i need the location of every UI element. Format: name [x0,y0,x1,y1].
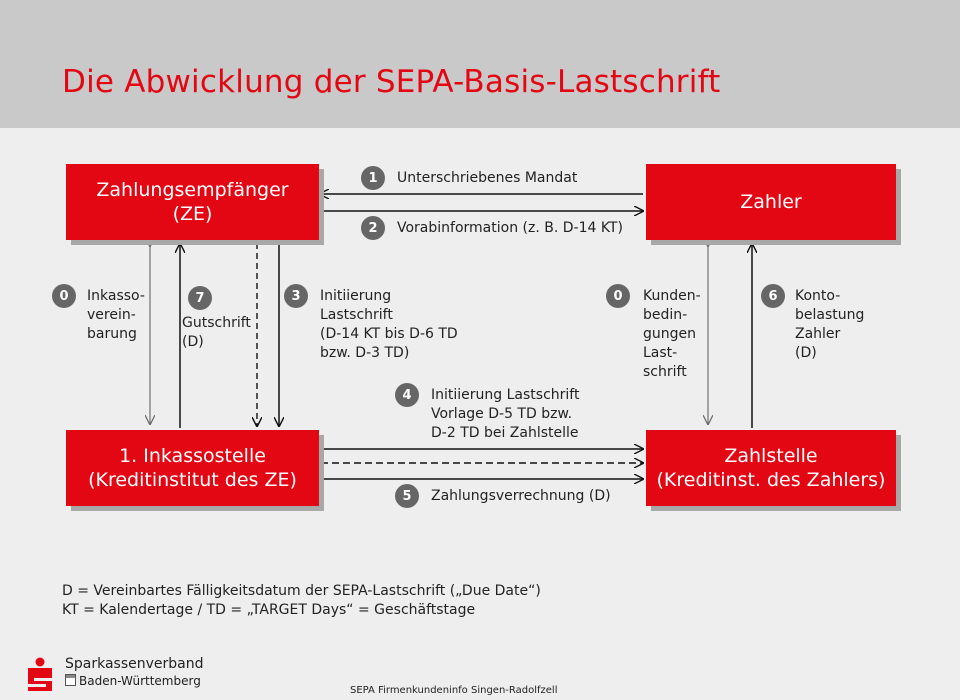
step-badge-5: 5 [395,484,419,508]
sparkasse-logo-icon [24,656,56,694]
step-label-kundenbedingungen: Kunden- bedin- gungen Last- schrift [643,288,701,380]
legend-target-days: KT = Kalendertage / TD = „TARGET Days“ = Geschäftstage [62,602,476,618]
step-label-kontobelastung: Konto- belastung Zahler (D) [795,288,865,361]
box-ze-line1: Zahlungsempfänger [96,179,289,201]
box-zahler [646,164,896,240]
step-badge-4: 4 [395,383,419,407]
step-label-mandat: Unterschriebenes Mandat [397,170,578,186]
org-region [65,674,201,688]
step-label-vorabinformation: Vorabinformation (z. B. D-14 KT) [397,220,623,236]
box-ze-line2: (ZE) [172,203,213,225]
step-badge-2: 2 [361,216,385,240]
box-inkasso-line1: 1. Inkassostelle [119,445,266,467]
step-badge-0-left: 0 [52,284,76,308]
step-label-initiierung-2: Initiierung Lastschrift Vorlage D-5 TD bzw. D-2 TD bei Zahlstelle [431,387,580,441]
box-zahlstelle-line2: (Kreditinst. des Zahlers) [656,469,886,491]
coat-of-arms-icon [65,674,76,686]
org-name: Sparkassenverband [65,656,204,672]
step-label-inkassovereinbarung: Inkasso- verein- barung [87,288,145,342]
page-title: Die Abwicklung der SEPA-Basis-Lastschrift [62,64,721,100]
step-badge-7: 7 [188,286,212,310]
step-badge-3: 3 [284,284,308,308]
step-badge-0-right: 0 [606,284,630,308]
step-label-initiierung-1: Initiierung Lastschrift (D-14 KT bis D-6 TD bzw. D-3 TD) [320,288,458,361]
box-inkassostelle [66,430,319,506]
box-zahlstelle [646,430,896,506]
org-region-text: Baden-Württemberg [79,674,201,688]
box-zahlstelle-line1: Zahlstelle [724,445,818,467]
footer-caption: SEPA Firmenkundeninfo Singen-Radolfzell [350,685,558,696]
box-zahlungsempfaenger [66,164,319,240]
step-badge-6: 6 [761,284,785,308]
box-zahler-line1: Zahler [740,191,802,213]
step-label-gutschrift: Gutschrift (D) [182,315,251,350]
legend-due-date: D = Vereinbartes Fälligkeitsdatum der SEPA-Lastschrift („Due Date“) [62,583,541,599]
box-inkasso-line2: (Kreditinstitut des ZE) [88,469,297,491]
step-badge-1: 1 [361,166,385,190]
step-label-zahlungsverrechnung: Zahlungsverrechnung (D) [431,488,611,504]
